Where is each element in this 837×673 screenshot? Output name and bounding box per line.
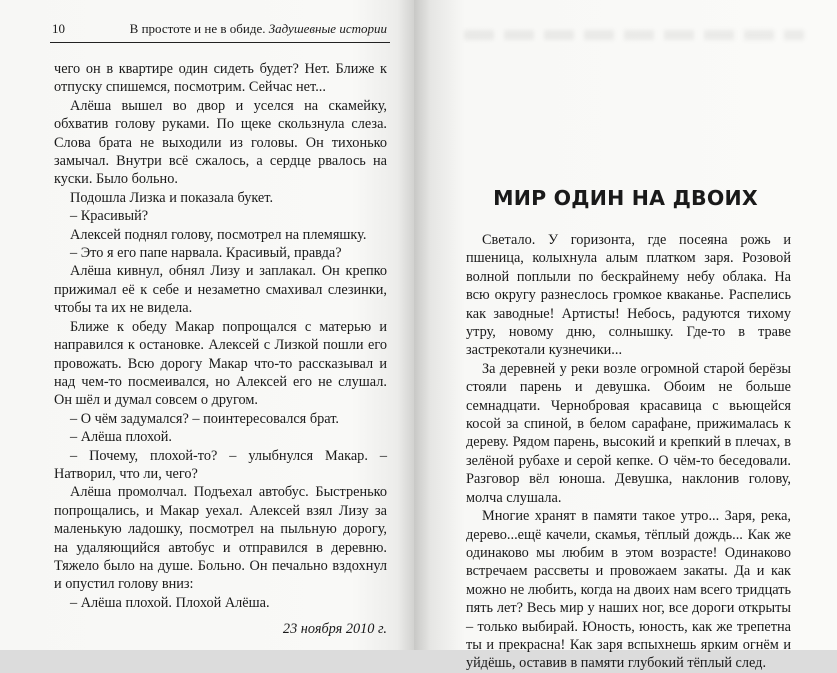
bleed-through-shadow bbox=[464, 30, 804, 40]
paragraph: Алексей поднял голову, посмотрел на племяшку. bbox=[70, 226, 367, 243]
paragraph: – О чём задумался? – поинтересовался брат. bbox=[70, 410, 339, 427]
paragraph: чего он в квартире один сидеть будет? Нет. Ближе к отпуску спишемся, посмотрим. Сейчас нет... bbox=[54, 61, 387, 96]
story-date: 23 ноября 2010 г. bbox=[282, 621, 387, 638]
paragraph: Алёша кивнул, обнял Лизу и заплакал. Он крепко прижимал её к себе и незаметно смахивал слезинки, чтобы та их не видела. bbox=[54, 263, 387, 317]
page-number: 10 bbox=[52, 21, 65, 36]
left-body-text bbox=[54, 60, 387, 639]
chapter-title: МИР ОДИН НА ДВОИХ bbox=[493, 186, 758, 210]
right-body-text bbox=[466, 231, 791, 673]
paragraph: – Алёша плохой. bbox=[70, 429, 173, 446]
paragraph: За деревней у реки возле огромной старой берёзы стояли парень и девушка. Обоим не больше семнадцати. Чернобровая красавица с вьющейся косой за спиной, в белом сарафане, прижималась к дереву. Рядом парень, высокий и крепкий в плечах, в зелёной рубахе и серой кепке. О чём-то беседовали. Разговор вёл юноша. Девушка, наклонив голову, молча слушала. bbox=[466, 360, 791, 506]
paragraph: – Это я его папе нарвала. Красивый, правда? bbox=[70, 245, 342, 262]
running-header bbox=[52, 21, 387, 37]
paragraph: – Алёша плохой. Плохой Алёша. bbox=[70, 594, 270, 611]
paragraph: Алёша промолчал. Подъехал автобус. Быстренько попрощались, и Макар уехал. Алексей взял Лизу за маленькую ладошку, посмотрел на пыльную дорогу, на удаляющийся автобус и отправился в деревню. Тяжело было на душе. Больно. Он печально вздохнул и опустил голову вниз: bbox=[54, 484, 387, 593]
paragraph: Светало. У горизонта, где посеяна рожь и пшеница, колыхнула алым платком заря. Розовой волной поплыли по бескрайнему небу облака. На всю округу разнеслось громкое кваканье. Распелись как заводные! Артисты! Небось, радуются тихому утру, новому дню, солнышку. Где-то в траве застрекотали кузнечики... bbox=[466, 232, 791, 359]
running-head-italic: Задушевные истории bbox=[268, 21, 387, 36]
paragraph: Алёша вышел во двор и уселся на скамейку, обхватив голову руками. По щеке скользнула слеза. Слова брата не выходили из головы. Он тихонько замычал. Внутри всё сжалось, а сердце рвалось на куски. Было больно. bbox=[54, 97, 387, 188]
header-rule bbox=[50, 42, 390, 43]
running-head-plain: В простоте и не в обиде. bbox=[129, 21, 269, 36]
paragraph: Многие хранят в памяти такое утро... Заря, река, дерево...ещё качели, скамья, тёплый дождь... Как же одинаково мы любим в этом возрасте! Одинаково встречаем рассветы и провожаем закаты. Да и как можно не любить, когда на двоих нам всего тридцать пять лет? Весь мир у наших ног, все дороги открыты – только выбирай. Юность, юность, как же трепетна ты и прекрасна! Как заря вспыхнешь ярким огнём и уйдёшь, оставив в памяти глубокий тёплый след. bbox=[466, 508, 791, 672]
paragraph: Ближе к обеду Макар попрощался с матерью и направился к остановке. Алексей с Лизкой пошли его провожать. Всю дорогу Макар что-то рассказывал и над чем-то посмеивался, но Алексей его не слушал. Он шёл и думал совсем о другом. bbox=[54, 318, 387, 409]
right-page bbox=[414, 0, 837, 672]
paragraph: – Почему, плохой-то? – улыбнулся Макар. – Натворил, что ли, чего? bbox=[54, 447, 387, 482]
left-page bbox=[0, 0, 414, 650]
paragraph: – Красивый? bbox=[70, 208, 149, 225]
paragraph: Подошла Лизка и показала букет. bbox=[70, 189, 274, 206]
running-head-title bbox=[130, 21, 387, 37]
